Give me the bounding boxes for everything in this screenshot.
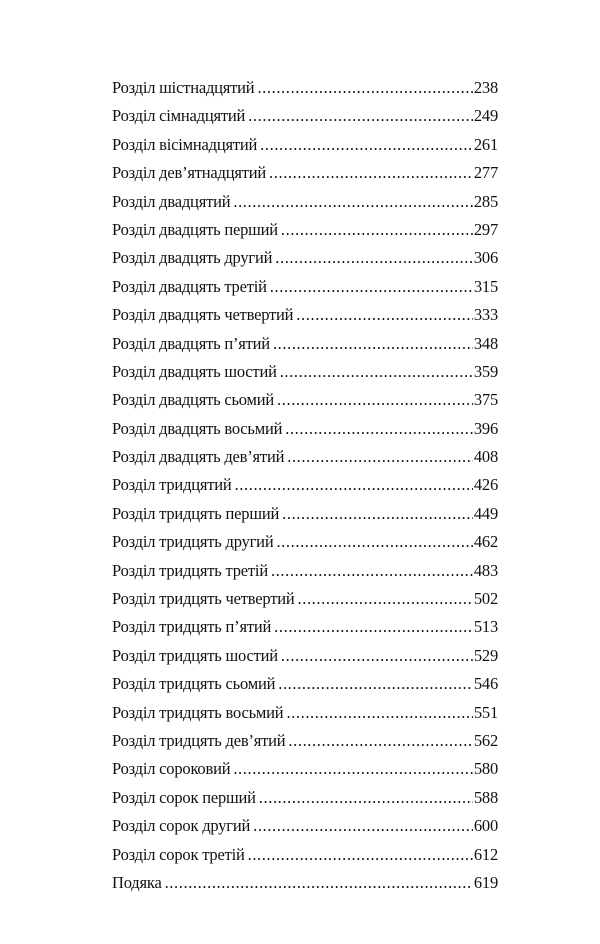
toc-dot-leader [282,500,473,528]
toc-entry-title: Подяка [112,872,162,892]
toc-entry [112,841,498,869]
toc-entry-page-number: 396 [473,418,498,438]
toc-entry-title: Розділ сороковий [112,759,231,779]
toc-dot-leader [281,216,473,244]
toc-dot-leader [280,358,473,386]
toc-entry [112,330,498,358]
toc-entry [112,755,498,783]
toc-entry [112,386,498,414]
toc-entry-page-number: 306 [473,248,498,268]
toc-dot-leader [281,642,473,670]
toc-entry-title: Розділ сорок третій [112,844,245,864]
toc-entry-title: Розділ двадцять восьмий [112,418,283,438]
toc-entry [112,869,498,897]
toc-entry-title: Розділ тридцять восьмий [112,702,284,722]
toc-entry-page-number: 297 [473,219,498,239]
toc-entry-title: Розділ двадцять четвертий [112,305,294,325]
toc-entry-page-number: 359 [473,361,498,381]
toc-dot-leader [277,386,473,414]
toc-entry-title: Розділ сорок перший [112,787,256,807]
toc-entry [112,557,498,585]
toc-dot-leader [278,670,473,698]
toc-entry [112,188,498,216]
toc-entry-page-number: 238 [473,78,498,97]
toc-entry-title: Розділ двадцять перший [112,219,278,239]
toc-entry-page-number: 546 [473,674,498,694]
toc-entry-title: Розділ сорок другий [112,816,251,836]
toc-dot-leader [285,415,473,443]
toc-entry [112,358,498,386]
toc-dot-leader [253,812,473,840]
toc-entry-title: Розділ двадцять сьомий [112,390,275,410]
toc-entry-page-number: 588 [473,787,498,807]
toc-dot-leader [275,244,473,272]
toc-entry [112,528,498,556]
toc-entry-title: Розділ вісімнадцятий [112,134,258,154]
toc-entry-page-number: 562 [473,730,498,750]
toc-entry-page-number: 612 [473,844,498,864]
toc-entry-title: Розділ тридцять четвертий [112,589,295,609]
toc-entry [112,500,498,528]
toc-entry-page-number: 513 [473,617,498,637]
toc-entry-title: Розділ дев’ятнадцятий [112,163,267,183]
toc-entry-title: Розділ тридцятий [112,475,232,495]
toc-entry [112,784,498,812]
toc-dot-leader [274,613,473,641]
toc-entry-page-number: 483 [473,560,498,580]
toc-entry-title: Розділ тридцять третій [112,560,268,580]
toc-dot-leader [260,131,473,159]
toc-entry-title: Розділ двадцять шостий [112,361,277,381]
toc-entry-page-number: 348 [473,333,498,353]
toc-dot-leader [296,301,473,329]
toc-entry-page-number: 315 [473,276,498,296]
toc-dot-leader [248,841,473,869]
toc-entry-page-number: 261 [473,134,498,154]
toc-entry-page-number: 580 [473,759,498,779]
toc-entry [112,585,498,613]
toc-entry [112,812,498,840]
toc-entry-title: Розділ сімнадцятий [112,106,246,126]
toc-entry [112,699,498,727]
toc-dot-leader [269,159,473,187]
toc-entry-title: Розділ тридцять п’ятий [112,617,272,637]
toc-entry [112,443,498,471]
toc-entry [112,613,498,641]
toc-entry [112,159,498,187]
toc-dot-leader [165,869,473,897]
toc-entry [112,74,498,102]
toc-dot-leader [271,557,473,585]
toc-entry-page-number: 333 [473,305,498,325]
toc-dot-leader [273,330,473,358]
toc-entry-page-number: 449 [473,503,498,523]
toc-entry-title: Розділ тридцять шостий [112,645,278,665]
toc-entry [112,670,498,698]
toc-entry-title: Розділ тридцять дев’ятий [112,730,286,750]
toc-entry-page-number: 619 [473,872,498,892]
toc-dot-leader [288,727,472,755]
table-of-contents [112,74,498,897]
toc-entry-title: Розділ двадцять п’ятий [112,333,270,353]
toc-dot-leader [298,585,473,613]
toc-entry-page-number: 285 [473,191,498,211]
toc-entry-page-number: 529 [473,645,498,665]
toc-entry-title: Розділ двадцять дев’ятий [112,447,285,467]
toc-dot-leader [248,102,473,130]
toc-dot-leader [233,755,473,783]
toc-entry-page-number: 426 [473,475,498,495]
toc-entry-title: Розділ двадцятий [112,191,231,211]
toc-entry-title: Розділ тридцять другий [112,532,274,552]
toc-dot-leader [276,528,472,556]
toc-entry-page-number: 551 [473,702,498,722]
toc-dot-leader [286,699,472,727]
toc-entry [112,415,498,443]
toc-dot-leader [257,74,472,102]
toc-entry [112,301,498,329]
toc-entry [112,102,498,130]
toc-entry [112,244,498,272]
toc-entry [112,273,498,301]
toc-entry-title: Розділ тридцять перший [112,503,280,523]
toc-dot-leader [270,273,473,301]
toc-entry-page-number: 375 [473,390,498,410]
toc-entry-page-number: 502 [473,589,498,609]
toc-entry-title: Розділ двадцять третій [112,276,267,296]
toc-entry-title: Розділ тридцять сьомий [112,674,276,694]
toc-entry-page-number: 249 [473,106,498,126]
toc-entry-title: Розділ двадцять другий [112,248,273,268]
toc-entry-page-number: 462 [473,532,498,552]
toc-entry-title: Розділ шістнадцятий [112,78,255,97]
toc-entry-page-number: 408 [473,447,498,467]
toc-entry-page-number: 600 [473,816,498,836]
toc-entry [112,131,498,159]
toc-entry [112,471,498,499]
toc-entry-page-number: 277 [473,163,498,183]
toc-dot-leader [287,443,473,471]
toc-dot-leader [233,188,472,216]
toc-dot-leader [259,784,473,812]
toc-entry [112,642,498,670]
toc-entry [112,216,498,244]
toc-entry [112,727,498,755]
toc-dot-leader [235,471,473,499]
